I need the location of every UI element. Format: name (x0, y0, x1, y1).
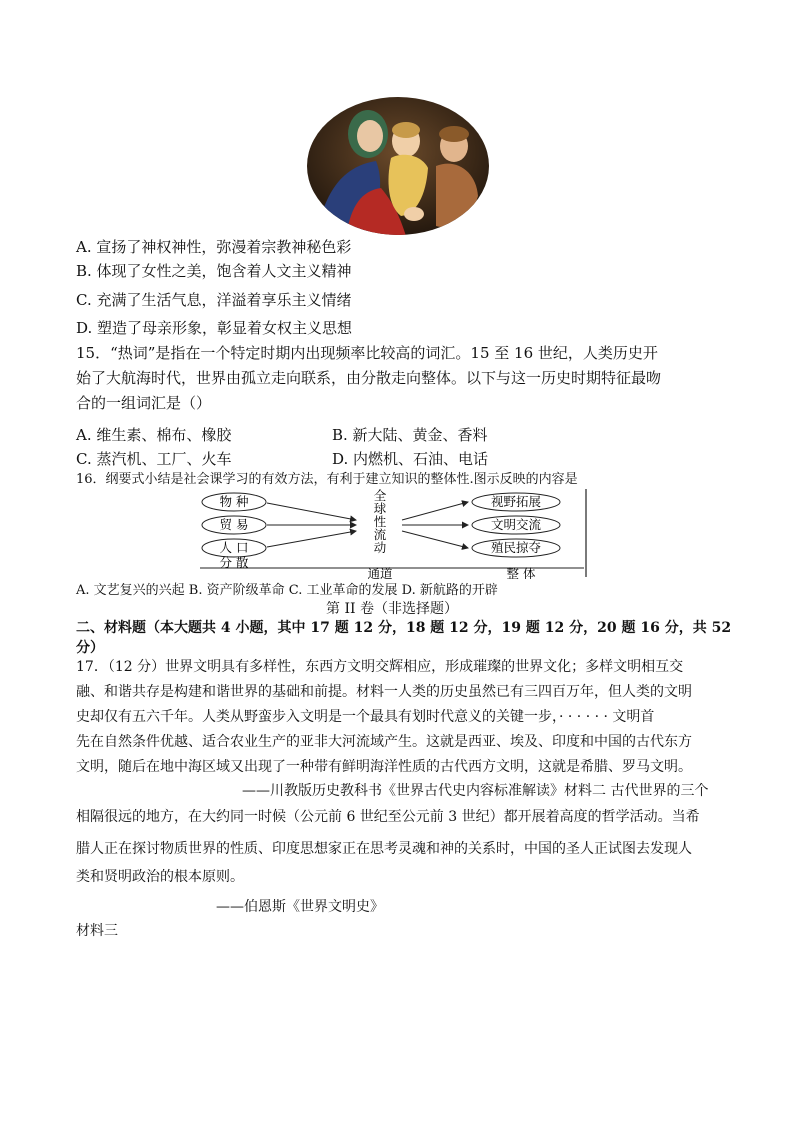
q17-source-2: ——伯恩斯《世界文明史》 (216, 899, 384, 915)
diagram-right-pill-3 (472, 539, 560, 557)
diagram-arrow-r3 (402, 531, 468, 548)
q15-option-a: A. 维生素、棉布、橡胶 (76, 426, 232, 444)
q15-option-d: D. 内燃机、石油、电话 (332, 450, 489, 468)
diagram-right-label-1: 视野拓展 (490, 494, 542, 509)
q15-stem-line-1: 15．“热词”是指在一个特定时期内出现频率比较高的词汇。15 至 16 世纪，人类历史开 (76, 344, 658, 362)
q15-stem-line-3: 合的一组词汇是（） (76, 394, 212, 412)
q17-line-1: 17．（12 分）世界文明具有多样性，东西方文明交辉相应，形成璀璨的世界文化；多样文明相互交 (76, 659, 684, 675)
q17-line-3: 史却仅有五六千年。人类从野蛮步入文明是一个最具有划时代意义的关键一步，· · · · · · 文明首 (76, 709, 655, 725)
center-char-1: 全 (373, 488, 387, 503)
diagram-right-pill-1 (472, 493, 560, 511)
q15-stem-line-2: 始了大航海时代，世界由孤立走向联系，由分散走向整体。以下与这一历史时期特征最吻 (76, 369, 662, 387)
q17-line-4: 先在自然条件优越、适合农业生产的亚非大河流域产生。这就是西亚、埃及、印度和中国的古代东方 (76, 734, 692, 750)
diagram-arrow-r1 (402, 502, 468, 520)
diagram-bottom-left: 分 散 (219, 555, 249, 570)
diagram-arrow-l1 (267, 503, 356, 520)
center-char-3: 性 (373, 514, 387, 529)
center-char-4: 流 (373, 527, 387, 542)
diagram-right-pill-2 (472, 516, 560, 534)
q16-concept-diagram (196, 487, 596, 579)
diagram-arrow-l3 (267, 531, 356, 547)
q14-option-a: A. 宣扬了神权神性，弥漫着宗教神秘色彩 (76, 238, 352, 256)
center-char-5: 动 (373, 540, 387, 555)
diagram-right-label-2: 文明交流 (490, 517, 542, 532)
q16-stem: 16．纲要式小结是社会课学习的有效方法，有利于建立知识的整体性.图示反映的内容是 (76, 472, 578, 487)
q17-line-7: 相隔很远的地方，在大约同一时候（公元前 6 世纪至公元前 3 世纪）都开展着高度的哲学活动。当希 (76, 809, 700, 825)
q17-material-3: 材料三 (76, 923, 118, 939)
diagram-left-pill-2 (202, 516, 266, 534)
section2-heading-line-1: 二、材料题（本大题共 4 小题，其中 17 题 12 分，18 题 12 分，19 题 12 分，20 题 16 分，共 52 (76, 620, 732, 636)
q17-line-9: 类和贤明政治的根本原则。 (76, 869, 244, 885)
q17-line-8: 腊人正在探讨物质世界的性质、印度思想家正在思考灵魂和神的关系时，中国的圣人正试图去发现人 (76, 841, 692, 857)
madonna-painting-image (306, 96, 490, 236)
diagram-left-pill-1 (202, 493, 266, 511)
diagram-left-label-3: 人 口 (219, 540, 249, 555)
diagram-right-label-3: 殖民掠夺 (490, 540, 542, 555)
q15-option-b: B. 新大陆、黄金、香料 (332, 426, 488, 444)
q17-line-5: 文明，随后在地中海区域又出现了一种带有鲜明海洋性质的古代西方文明，这就是希腊、罗马文明。 (76, 759, 692, 775)
q17-source-1-line: ——川教版历史教科书《世界古代史内容标准解读》材料二 古代世界的三个 (242, 783, 709, 799)
center-char-2: 球 (373, 501, 387, 516)
q17-line-2: 融、和谐共存是构建和谐世界的基础和前提。材料一人类的历史虽然已有三四百万年，但人类的文明 (76, 684, 692, 700)
q16-options: A. 文艺复兴的兴起 B. 资产阶级革命 C. 工业革命的发展 D. 新航路的开辟 (76, 583, 498, 598)
q14-option-c: C. 充满了生活气息，洋溢着享乐主义情绪 (76, 291, 352, 309)
section2-heading-line-2: 分） (76, 640, 104, 656)
diagram-left-label-2: 贸 易 (219, 517, 249, 532)
q14-option-b: B. 体现了女性之美，饱含着人文主义精神 (76, 262, 352, 280)
volume-title: 第 II 卷（非选择题） (326, 601, 458, 617)
diagram-left-label-1: 物 种 (219, 494, 249, 509)
diagram-bottom-right: 整 体 (506, 566, 536, 579)
diagram-bottom-mid: 通道 (367, 566, 393, 579)
q15-option-c: C. 蒸汽机、工厂、火车 (76, 450, 232, 468)
q14-option-d: D. 塑造了母亲形象，彰显着女权主义思想 (76, 319, 353, 337)
diagram-center-label (374, 488, 387, 555)
